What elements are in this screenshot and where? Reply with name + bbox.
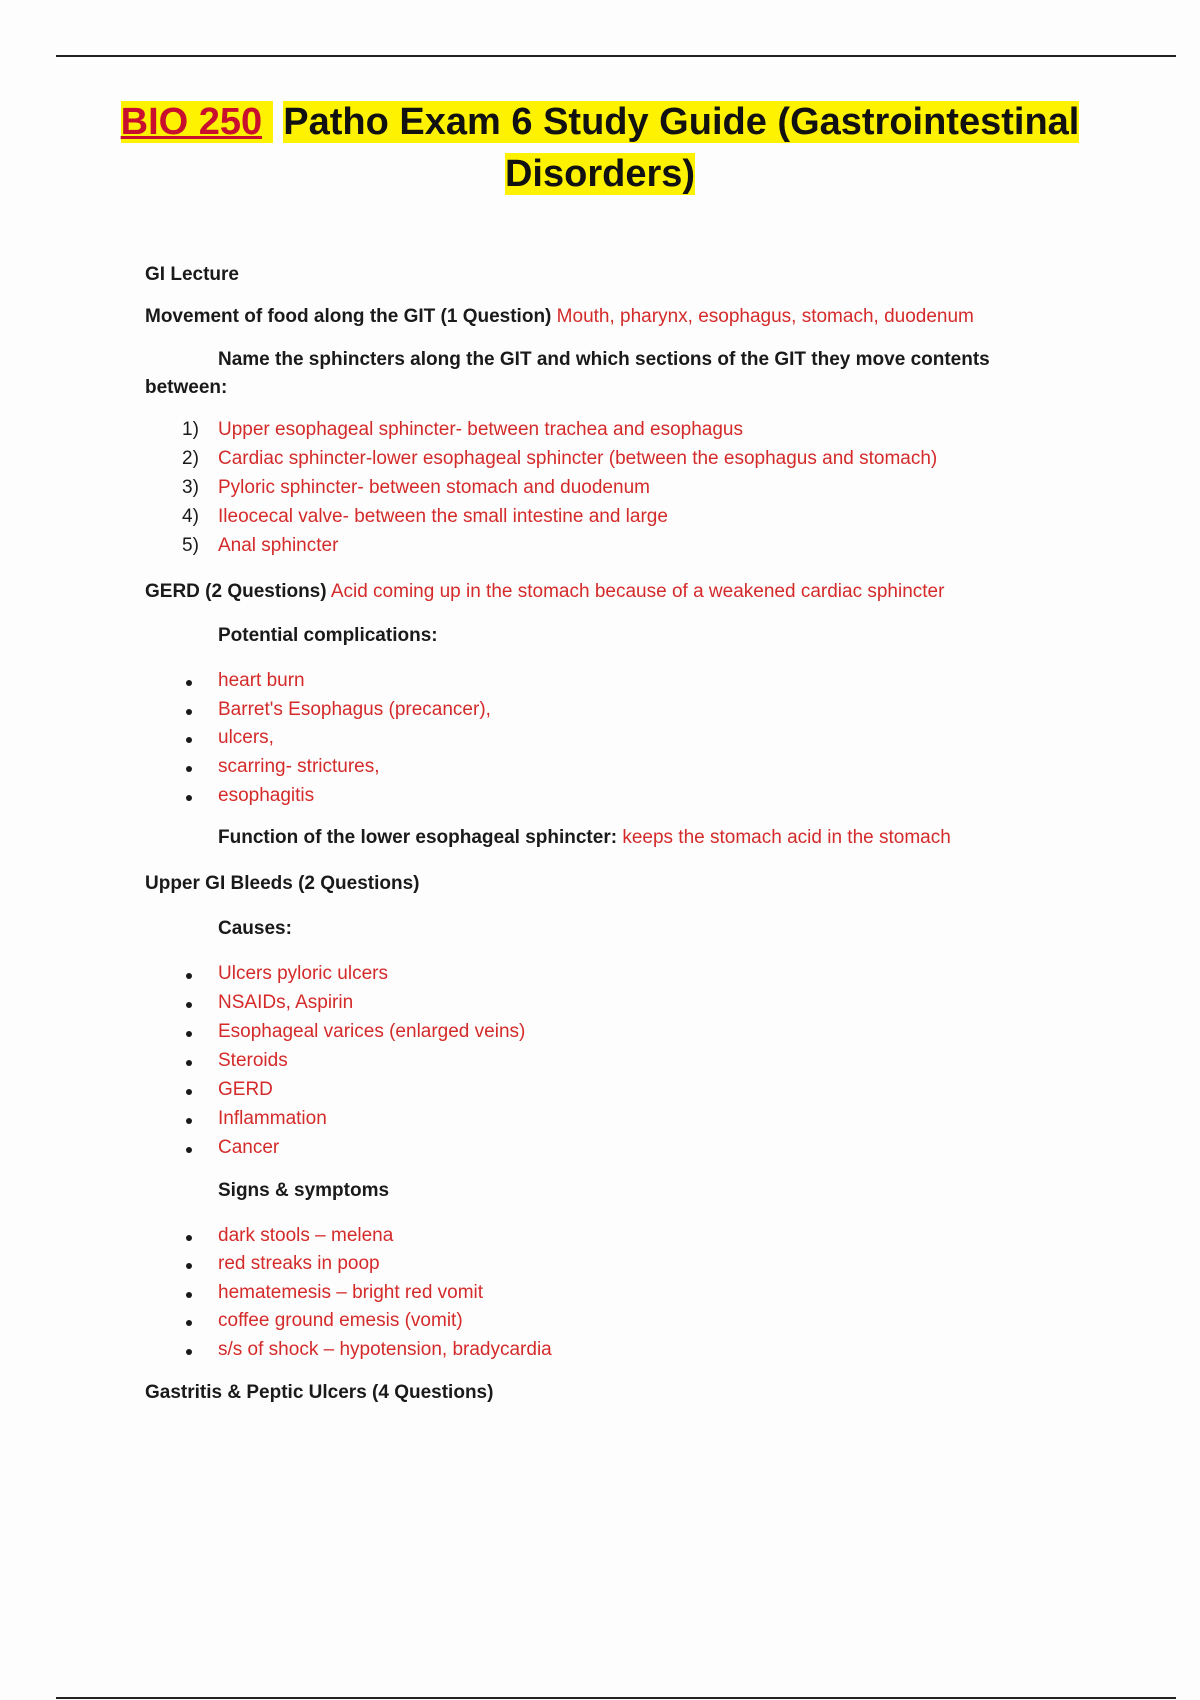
bullet-icon <box>186 680 192 686</box>
bullet-icon <box>186 1235 192 1241</box>
bullet-icon <box>186 795 192 801</box>
bullet-icon <box>186 1349 192 1355</box>
les-function-line <box>218 827 951 849</box>
movement-label: Movement of food along the GIT (1 Question) <box>145 306 552 327</box>
top-rule <box>56 55 1176 57</box>
bullet-icon <box>186 1031 192 1037</box>
bullet-icon <box>186 1292 192 1298</box>
movement-line <box>145 306 974 328</box>
title-line-2 <box>0 148 1200 200</box>
bullet-icon <box>186 1002 192 1008</box>
bottom-rule <box>56 1697 1176 1699</box>
bullet-icon <box>186 766 192 772</box>
gerd-answer: Acid coming up in the stomach because of a weakened cardiac sphincter <box>330 581 945 602</box>
title-line-1 <box>0 96 1200 148</box>
bullet-icon <box>186 1118 192 1124</box>
page-title <box>0 96 1200 200</box>
bullet-icon <box>186 973 192 979</box>
course-code: BIO 250 <box>120 101 263 143</box>
bullet-icon <box>186 737 192 743</box>
section-heading-gastritis: Gastritis & Peptic Ulcers (4 Questions) <box>145 1382 494 1403</box>
bullet-icon <box>186 1089 192 1095</box>
les-function-label: Function of the lower esophageal sphincter: <box>218 827 618 848</box>
bullet-icon <box>186 709 192 715</box>
title-text-2: Disorders) <box>504 153 696 195</box>
gerd-label: GERD (2 Questions) <box>145 581 327 602</box>
section-heading-upper-gi: Upper GI Bleeds (2 Questions) <box>145 873 420 894</box>
bullet-icon <box>186 1060 192 1066</box>
sphincter-question: Name the sphincters along the GIT and which sections of the GIT they move contents <box>218 349 990 370</box>
gerd-line <box>145 581 944 603</box>
bullet-icon <box>186 1147 192 1153</box>
movement-answer: Mouth, pharynx, esophagus, stomach, duodenum <box>556 306 974 327</box>
bullet-icon <box>186 1263 192 1269</box>
complications-label: Potential complications: <box>218 625 438 646</box>
bullet-icon <box>186 1320 192 1326</box>
title-text: Patho Exam 6 Study Guide (Gastrointestinal <box>283 101 1080 143</box>
les-function-answer: keeps the stomach acid in the stomach <box>622 827 951 848</box>
sphincter-question-cont: between: <box>145 377 228 398</box>
causes-label: Causes: <box>218 918 292 939</box>
section-heading-gi-lecture: GI Lecture <box>145 264 239 285</box>
signs-label: Signs & symptoms <box>218 1180 390 1201</box>
